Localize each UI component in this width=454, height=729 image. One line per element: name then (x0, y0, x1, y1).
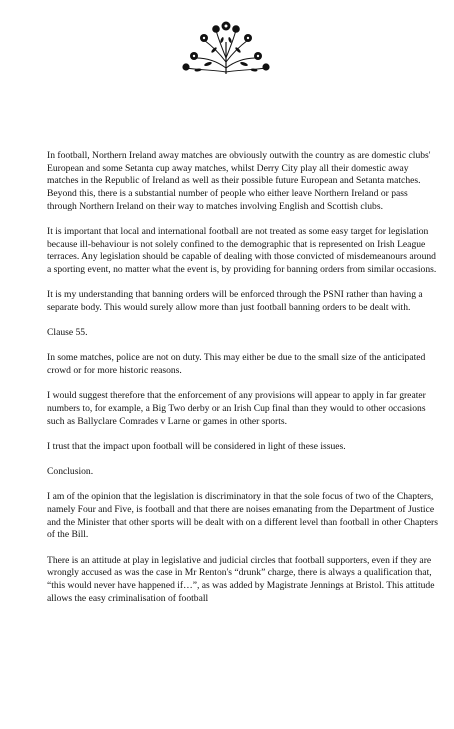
letter-body (47, 150, 439, 618)
heading-conclusion: Conclusion. (47, 466, 94, 478)
paragraph-impact-football: I trust that the impact upon football will be considered in light of these issues. (47, 440, 346, 452)
paragraph-away-matches: In football, Northern Ireland away matches are obviously outwith the country as are domestic clubs' European and some Setanta cup away matches, whilst Derry City play all their domestic away matches in the Republic of Ireland as well as their possible future European and Setanta matches. Beyond this, there is a substantial number of people who either leave Northern Ireland or pass through Northern Ireland on their way to matches involving English and Scottish clubs. (47, 150, 431, 212)
paragraph-police-not-on-duty: In some matches, police are not on duty. This may either be due to the small size of the anticipated crowd or for more historic reasons. (47, 352, 426, 377)
paragraph-attitude: There is an attitude at play in legislative and judicial circles that football supporters, even if they are wrongly accused as was the case in Mr Renton's “drunk” charge, there is always a qualification that, “this would never have happened if…”, as was added by Magistrate Jennings at Bristol. This attitude allows the easy criminalisation of football (47, 554, 435, 604)
heading-clause-55: Clause 55. (47, 327, 88, 339)
paragraph-easy-target: It is important that local and international football are not treated as some easy target for legislation because ill-behaviour is not solely confined to the demographic that is represented on Irish League terraces. Any legislation should be capable of dealing with those convicted of misdemeanours around a sporting event, no matter what the event is, by providing for banning orders from similar occasions. (47, 226, 437, 276)
paragraph-discriminatory: I am of the opinion that the legislation is discriminatory in that the sole focus of two of the Chapters, namely Four and Five, is football and that there are noises emanating from the Department of Justice and the Minister that other sports will be dealt with on a different level than football in other Chapters of the Bill. (47, 491, 438, 541)
paragraph-enforcement-numbers: I would suggest therefore that the enforcement of any provisions will appear to apply in far greater numbers to, for example, a Big Two derby or an Irish Cup final than they would to other occasions such as Ballyclare Comrades v Larne or games in other sports. (47, 390, 426, 427)
floral-crest-icon (178, 18, 274, 76)
paragraph-psni-enforcement: It is my understanding that banning orders will be enforced through the PSNI rather than having a separate body. This would surely allow more than just football banning orders to be dealt with. (47, 289, 423, 314)
